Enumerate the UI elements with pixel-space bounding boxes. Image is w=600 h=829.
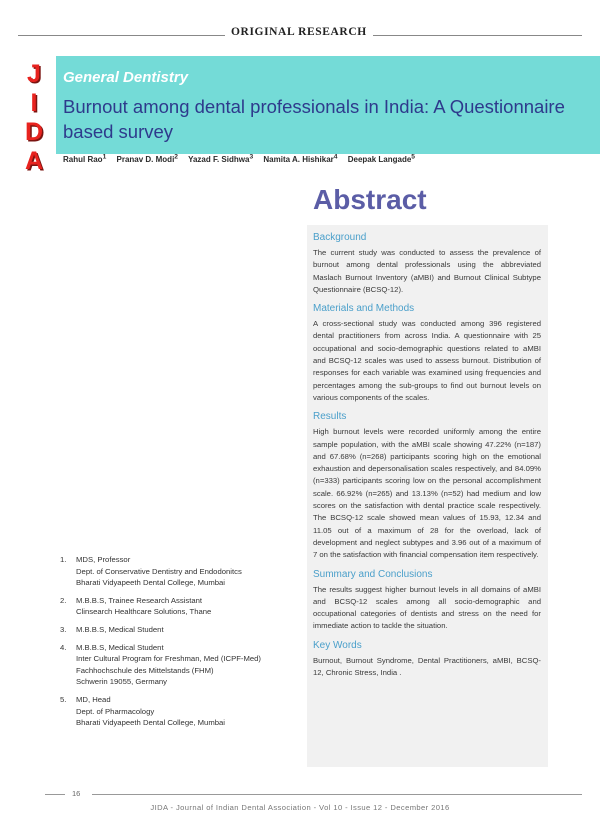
abstract-heading: Abstract bbox=[313, 184, 427, 215]
section-text: The results suggest higher burnout levels in all domains of aMBI and BCSQ-12 scales among all socio-demographic and occupational categories of dentists and stress on the need for immediate action to tackle the situation. bbox=[313, 584, 541, 631]
journal-footer: JIDA - Journal of Indian Dental Association - Vol 10 - Issue 12 - December 2016 bbox=[150, 803, 450, 812]
abstract-section-background bbox=[313, 232, 541, 296]
author: Rahul Rao$^1$ bbox=[63, 153, 107, 164]
logo-letter: A bbox=[24, 147, 44, 175]
affiliation-item: 1. MDS, Professor Dept. of Conservative Dentistry and Endodonitcs Bharati Vidyapeeth Dental College, Mumbai bbox=[60, 555, 242, 588]
author: Yazad F. Sidhwa$^3$ bbox=[188, 153, 254, 164]
author: Namita A. Hishikar$^4$ bbox=[263, 153, 338, 164]
affiliation-item: 5. MD, Head Dept. of Pharmacology Bharati Vidyapeeth Dental College, Mumbai bbox=[60, 694, 225, 728]
section-heading: Summary and Conclusions bbox=[313, 568, 433, 580]
abstract-section-conclusions bbox=[313, 569, 541, 633]
section-text: A cross-sectional study was conducted among 396 registered dental practitioners from across India. A questionnaire with 25 occupational and socio-demographic questions related to aMBI and BCSQ-12 scales was used to assess burnout. Distribution of responses for each variable was examined using frequencies and percentages among the sub-groups to find out burnout levels on various components of the scales. bbox=[313, 319, 541, 402]
section-label: ORIGINAL RESEARCH bbox=[225, 26, 373, 38]
footer-rule bbox=[45, 794, 65, 795]
affiliation-item: 4. M.B.B.S, Medical Student Inter Cultural Program for Freshman, Med (ICPF-Med) Fachhochschule des Mittelstands (FHM) Schwerin 19055, Germany bbox=[60, 642, 261, 687]
author: Deepak Langade$^5$ bbox=[347, 153, 415, 164]
author-list bbox=[63, 153, 423, 164]
section-text: High burnout levels were recorded uniformly among the entire sample population, with the aMBI scale showing 47.22% (n=187) and 67.68% (n=268) participants scoring high on the emotional exhaustion and depersonalisation scales respectively, and 84.09% (n=333) participants scoring low on the personal accomplishment scale. 66.92% (n=265) and 13.13% (n=52) had medium and low scores on the satisfaction with dental practice scale respectively. The BCSQ-12 scale showed mean values of 15.93, 12.34 and 11.05 out of a maximum of 28 for the overload, lack of development and neglect subtypes and 3.96 out of a maximum of 7 on the satisfaction with financial compensation item respectively. bbox=[313, 427, 541, 560]
abstract-content bbox=[313, 232, 541, 686]
affiliations bbox=[60, 554, 300, 735]
affiliation-item: 3. M.B.B.S, Medical Student bbox=[60, 624, 164, 634]
section-heading: Results bbox=[313, 411, 347, 423]
abstract-section-keywords bbox=[313, 640, 541, 680]
page-number: 16 bbox=[72, 789, 81, 798]
section-heading: Background bbox=[313, 232, 367, 243]
abstract-section-results bbox=[313, 411, 541, 561]
section-text: The current study was conducted to assess the prevalence of burnout among dental professionals using the abbreviated Maslach Burnout Inventory (aMBI) and Burnout Clinical Subtype Questionnaire (BCSQ-12). bbox=[313, 248, 541, 294]
section-heading: Key Words bbox=[313, 639, 362, 651]
abstract-section-methods bbox=[313, 303, 541, 404]
journal-logo bbox=[20, 60, 48, 176]
article-category: General Dentistry bbox=[63, 69, 189, 86]
logo-letter: D bbox=[24, 118, 44, 146]
section-heading: Materials and Methods bbox=[313, 303, 415, 315]
logo-letter: J bbox=[27, 60, 41, 88]
section-text: Burnout, Burnout Syndrome, Dental Practitioners, aMBI, BCSQ-12, Chronic Stress, India . bbox=[313, 655, 541, 678]
author: Pranav D. Modi$^2$ bbox=[116, 153, 178, 164]
affiliation-item: 2. M.B.B.S, Trainee Research Assistant Clinsearch Healthcare Solutions, Thane bbox=[60, 595, 212, 617]
footer-rule bbox=[92, 794, 582, 795]
logo-letter: I bbox=[30, 89, 38, 117]
article-title: Burnout among dental professionals in India: A Questionnaire based survey bbox=[63, 96, 565, 142]
